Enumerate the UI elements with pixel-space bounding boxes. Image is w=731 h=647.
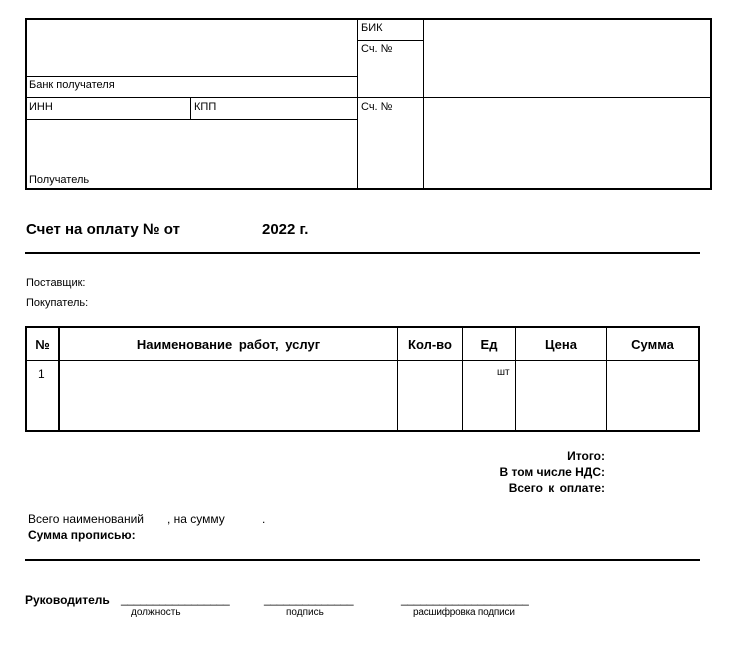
buyer-label: Покупатель: (26, 297, 89, 309)
vat-label: В том числе НДС: (499, 465, 605, 479)
signature-caption: подпись (286, 607, 324, 618)
bank-border-left (25, 18, 27, 190)
amount-in-words-label: Сумма прописью: (28, 528, 136, 542)
bank-border-bottom (25, 188, 712, 190)
header-number: № (35, 337, 50, 352)
inn-row-divider (25, 119, 358, 120)
bik-divider (357, 40, 424, 41)
row-unit: шт (497, 367, 510, 378)
name-decoding-line: ____________________ (401, 592, 529, 606)
position-line: _________________ (121, 592, 230, 606)
inn-kpp-divider (190, 97, 191, 120)
header-sum: Сумма (631, 337, 674, 352)
bank-name-divider (25, 76, 358, 77)
recipient-label: Получатель (29, 174, 90, 186)
bank-account-label: Сч. № (361, 43, 393, 55)
bank-border-top (25, 18, 712, 20)
kpp-label: КПП (194, 101, 217, 113)
header-name: Наименование работ, услуг (136, 337, 321, 352)
name-decoding-caption: расшифровка подписи (413, 607, 515, 618)
bik-label: БИК (361, 22, 383, 34)
invoice-year: 2022 г. (262, 221, 309, 238)
row-number: 1 (38, 367, 45, 381)
bank-divider-v1 (357, 18, 358, 190)
total-label: Итого: (567, 449, 605, 463)
position-caption: должность (131, 607, 181, 618)
recipient-account-label: Сч. № (361, 101, 393, 113)
table-header-divider (25, 360, 700, 361)
signature-line: ______________ (264, 592, 354, 606)
bank-middle-divider (25, 97, 712, 98)
supplier-label: Поставщик: (26, 277, 86, 289)
invoice-title: Счет на оплату № от (26, 221, 180, 238)
bank-border-right (710, 18, 712, 190)
director-label: Руководитель (25, 593, 110, 607)
header-quantity: Кол-во (408, 337, 452, 352)
items-sum-end: . (262, 512, 266, 526)
summary-divider (25, 559, 700, 561)
bank-name-label: Банк получателя (29, 79, 115, 91)
items-count-text: Всего наименований (28, 512, 144, 526)
header-price: Цена (545, 337, 577, 352)
table-border-top (25, 326, 700, 328)
items-sum-text: , на сумму (167, 512, 225, 526)
inn-label: ИНН (29, 101, 53, 113)
title-underline (25, 252, 700, 254)
table-border-bottom (25, 430, 700, 432)
total-due-label: Всего к оплате: (508, 481, 605, 495)
header-unit: Ед (480, 337, 498, 352)
table-border-right (698, 326, 700, 432)
bank-divider-v2 (423, 18, 424, 190)
